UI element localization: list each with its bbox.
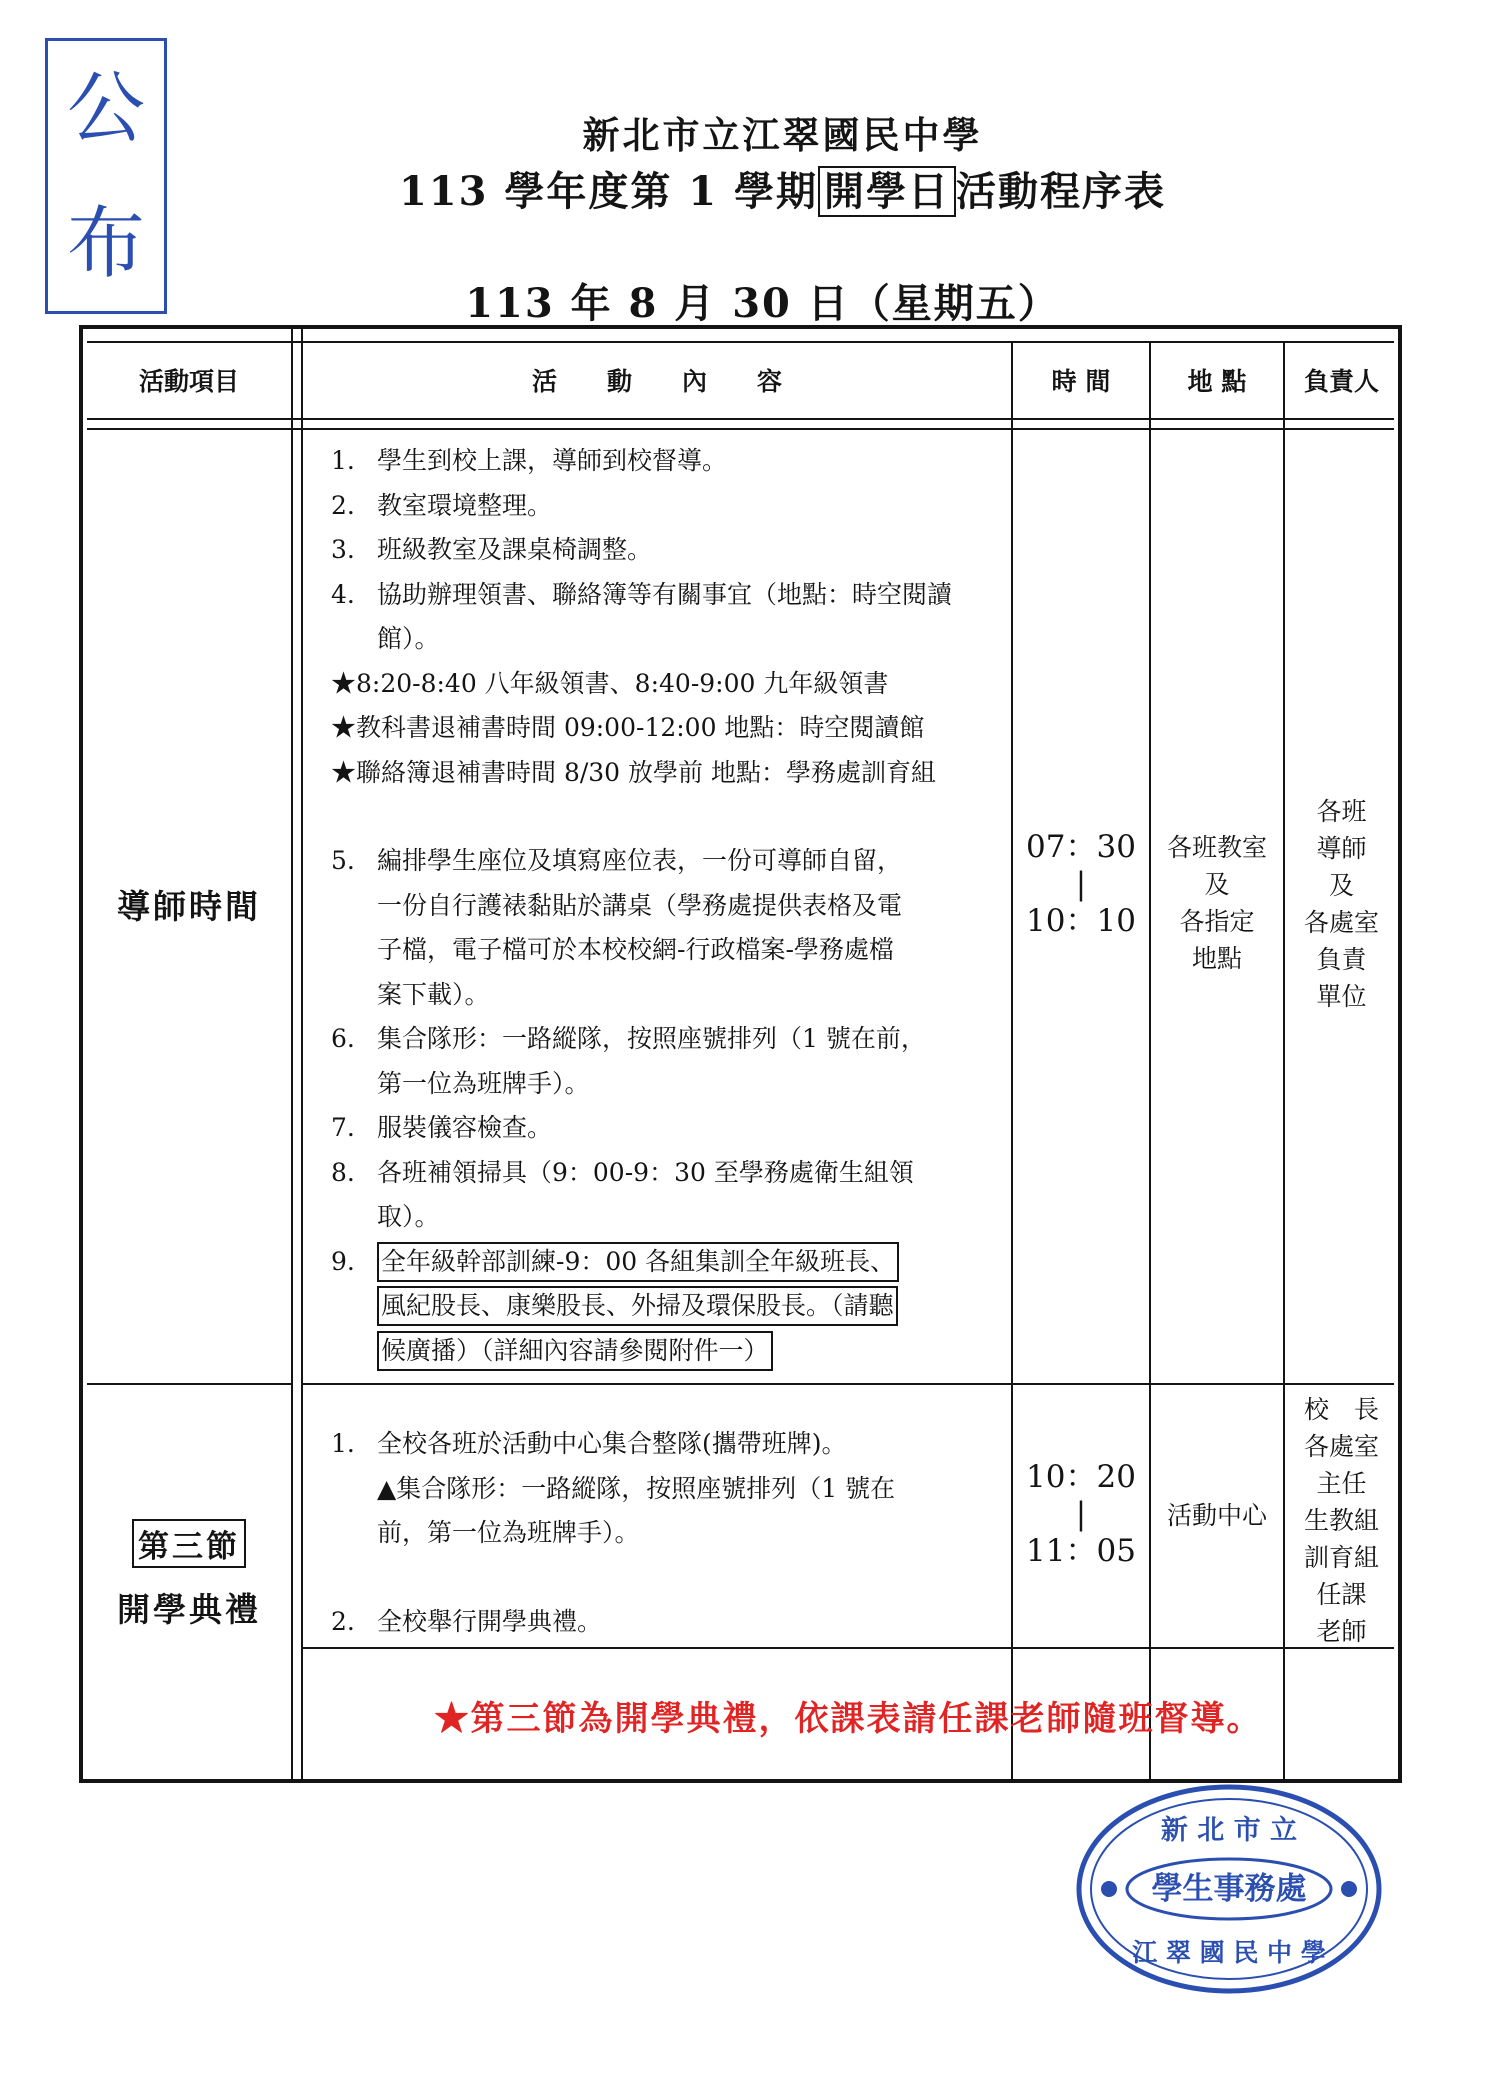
column-header-item: 活動項目 <box>138 367 239 396</box>
person-line: 主任 <box>1316 1469 1367 1498</box>
time-start: 07：30 <box>1026 829 1136 865</box>
column-header-place: 地 點 <box>1187 367 1247 396</box>
row-content-homeroom <box>331 439 1011 1373</box>
seal-bottom-text: 江 翠 國 民 中 學 <box>1132 1938 1326 1967</box>
content-line-star: ★教科書退補書時間 09:00-12:00 地點：時空閱讀館 <box>331 713 925 742</box>
row-time-ceremony <box>1013 1459 1149 1570</box>
divider <box>87 1383 291 1385</box>
content-line: 第一位為班牌手）。 <box>377 1068 590 1098</box>
event-date: 113 年 8 月 30 日（星期五） <box>465 280 1060 327</box>
content-line: ▲集合隊形：一路縱隊，按照座號排列（1 號在 <box>377 1473 896 1503</box>
person-line: 各處室 <box>1303 1432 1379 1461</box>
row-time-homeroom <box>1013 829 1149 940</box>
person-line: 校 長 <box>1303 1395 1379 1424</box>
content-line-boxed: 候廣播）（詳細內容請參閱附件一） <box>331 1329 1011 1374</box>
content-line: 2. 教室環境整理。 <box>331 490 553 520</box>
place-line: 地點 <box>1191 944 1242 973</box>
place-line: 各指定 <box>1179 907 1255 936</box>
row-place-homeroom <box>1151 829 1283 977</box>
person-line: 負責 <box>1316 945 1367 974</box>
person-line: 各處室 <box>1303 908 1379 937</box>
content-line: 1. 全校各班於活動中心集合整隊(攜帶班牌)。 <box>331 1429 847 1458</box>
content-line: 取）。 <box>377 1202 440 1231</box>
content-line: 2. 全校舉行開學典禮。 <box>331 1606 603 1636</box>
content-line: 前，第一位為班牌手）。 <box>377 1518 640 1547</box>
divider <box>87 428 1394 430</box>
title-suffix: 活動程序表 <box>956 168 1167 215</box>
ceremony-note: ★第三節為開學典禮，依課表請任課老師隨班督導。 <box>434 1699 1263 1739</box>
column-header-time: 時 間 <box>1051 367 1111 396</box>
seal-top-text: 新 北 市 立 <box>1160 1815 1298 1846</box>
time-start: 10：20 <box>1026 1459 1136 1495</box>
person-line: 及 <box>1328 871 1354 900</box>
seal-flower-icon <box>1101 1881 1117 1897</box>
divider <box>301 1647 1394 1649</box>
content-line: 館）。 <box>377 624 440 653</box>
time-separator: | <box>1075 866 1087 902</box>
row-item-homeroom: 導師時間 <box>117 887 261 926</box>
content-line: 子檔，電子檔可於本校校網-行政檔案-學務處檔 <box>377 935 894 964</box>
divider <box>301 1383 1394 1385</box>
content-line: 8. 各班補領掃具（9：00-9：30 至學務處衛生組領 <box>331 1157 914 1187</box>
content-line: 3. 班級教室及課桌椅調整。 <box>331 535 653 564</box>
office-seal <box>1075 1783 1383 1995</box>
divider <box>87 418 1394 420</box>
divider <box>301 329 303 1779</box>
person-line: 生教組 <box>1303 1506 1379 1535</box>
time-end: 10：10 <box>1026 903 1136 939</box>
person-line: 單位 <box>1316 982 1367 1011</box>
column-header-content: 活 動 內 容 <box>531 367 782 396</box>
content-line-boxed: 9. 全年級幹部訓練-9：00 各組集訓全年級班長、 <box>331 1240 1011 1285</box>
content-line: 6. 集合隊形：一路縱隊，按照座號排列（1 號在前， <box>331 1024 926 1053</box>
title-prefix: 113 學年度第 1 學期 <box>398 168 819 215</box>
content-line: 7. 服裝儀容檢查。 <box>331 1113 553 1142</box>
person-line: 訓育組 <box>1303 1543 1379 1572</box>
person-line: 任課 <box>1316 1580 1367 1609</box>
person-line: 老師 <box>1316 1617 1367 1646</box>
content-line: 4. 協助辦理領書、聯絡簿等有關事宜（地點：時空閱讀 <box>331 579 953 609</box>
seal-center-text: 學生事務處 <box>1151 1871 1307 1907</box>
row-content-ceremony <box>331 1422 1011 1644</box>
person-line: 各班 <box>1316 797 1367 826</box>
content-line-star: ★8:20-8:40 八年級領書、8:40-9:00 九年級領書 <box>331 668 889 698</box>
time-separator: | <box>1075 1496 1087 1532</box>
publish-stamp-char-1: 公 <box>66 63 145 154</box>
person-line: 導師 <box>1316 834 1367 863</box>
column-header-person: 負責人 <box>1303 367 1379 396</box>
title-boxed-word: 開學日 <box>818 166 956 217</box>
divider <box>87 341 1394 343</box>
content-line-boxed: 風紀股長、康樂股長、外掃及環保股長。（請聽 <box>331 1284 1011 1329</box>
content-line: 案下載）。 <box>377 979 490 1009</box>
time-end: 11：05 <box>1026 1533 1136 1569</box>
content-line-star: ★聯絡簿退補書時間 8/30 放學前 地點：學務處訓育組 <box>331 757 936 787</box>
ceremony-label: 開學典禮 <box>117 1590 261 1629</box>
divider <box>1149 343 1151 1779</box>
place-line: 及 <box>1204 870 1230 899</box>
divider <box>291 329 293 1779</box>
row-item-ceremony <box>87 1519 291 1631</box>
seal-flower-icon <box>1341 1881 1357 1897</box>
content-line: 一份自行護裱黏貼於講桌（學務處提供表格及電 <box>377 890 903 920</box>
section-tag: 第三節 <box>132 1519 246 1568</box>
document-title <box>40 160 1485 217</box>
content-line: 5. 編排學生座位及填寫座位表，一份可導師自留， <box>331 846 903 875</box>
schedule-table <box>79 325 1402 1783</box>
place-line: 活動中心 <box>1166 1501 1267 1530</box>
place-line: 各班教室 <box>1166 833 1267 862</box>
school-name: 新北市立江翠國民中學 <box>582 113 983 157</box>
publish-stamp-char-2: 布 <box>66 198 145 289</box>
content-line: 1. 學生到校上課，導師到校督導。 <box>331 446 728 475</box>
row-person-homeroom <box>1285 793 1398 1015</box>
row-person-ceremony <box>1285 1391 1398 1650</box>
row-place-ceremony <box>1151 1497 1283 1534</box>
